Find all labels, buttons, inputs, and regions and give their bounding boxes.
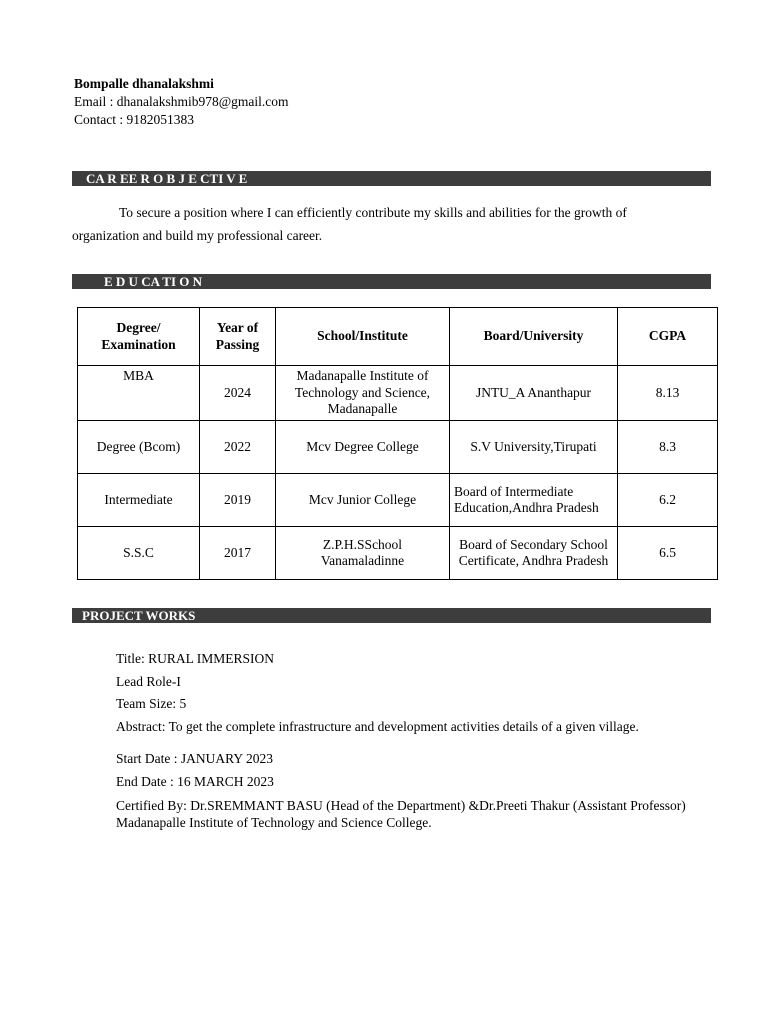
- spacer: [116, 738, 696, 748]
- project-role: Lead Role-I: [116, 673, 181, 689]
- project-abstract: Abstract: To get the complete infrastructure and development activities details of a given village.: [116, 718, 639, 734]
- table-row: [78, 421, 718, 474]
- cell-year: 2022: [200, 421, 276, 474]
- contact-line: Contact : 9182051383: [74, 112, 194, 127]
- cell-school: Z.P.H.SSchool Vanamaladinne: [276, 527, 450, 580]
- career-objective-heading: CA R EE R O B J E CTI V E: [72, 171, 711, 186]
- column-header-cgpa: CGPA: [618, 308, 718, 366]
- project-end-date: End Date : 16 MARCH 2023: [116, 773, 274, 789]
- cell-school: Madanapalle Institute of Technology and Science, Madanapalle: [276, 366, 450, 421]
- table-row: [78, 366, 718, 421]
- resume-header: [74, 75, 289, 129]
- cell-school: Mcv Degree College: [276, 421, 450, 474]
- cell-board: S.V University,Tirupati: [450, 421, 618, 474]
- cell-year: 2019: [200, 474, 276, 527]
- cell-board: JNTU_A Ananthapur: [450, 366, 618, 421]
- project-certified-by: Certified By: Dr.SREMMANT BASU (Head of the Department) &Dr.Preeti Thakur (Assistant Professor) Madanapalle Institute of Technology and Science College.: [116, 798, 686, 830]
- education-table: [77, 307, 718, 580]
- cell-cgpa: 8.13: [618, 366, 718, 421]
- table-row: [78, 527, 718, 580]
- project-team-size: Team Size: 5: [116, 696, 187, 711]
- column-header-year: Year of Passing: [200, 308, 276, 366]
- cell-cgpa: 6.5: [618, 527, 718, 580]
- education-heading: E D U CA TI O N: [72, 274, 711, 289]
- cell-degree: MBA: [78, 366, 200, 421]
- cell-board: Board of Intermediate Education,Andhra Pradesh: [450, 474, 618, 527]
- project-works-heading: PROJECT WORKS: [72, 608, 711, 623]
- cell-cgpa: 8.3: [618, 421, 718, 474]
- cell-board: Board of Secondary School Certificate, Andhra Pradesh: [450, 527, 618, 580]
- project-title: Title: RURAL IMMERSION: [116, 651, 275, 666]
- cell-degree: Intermediate: [78, 474, 200, 527]
- project-start-date: Start Date : JANUARY 2023: [116, 751, 273, 766]
- candidate-name: Bompalle dhanalakshmi: [74, 76, 214, 91]
- cell-degree: Degree (Bcom): [78, 421, 200, 474]
- table-row: [78, 474, 718, 527]
- cell-year: 2017: [200, 527, 276, 580]
- column-header-board: Board/University: [450, 308, 618, 366]
- cell-year: 2024: [200, 366, 276, 421]
- column-header-degree: Degree/ Examination: [78, 308, 200, 366]
- cell-degree: S.S.C: [78, 527, 200, 580]
- objective-body: To secure a position where I can efficiently contribute my skills and abilities for the growth of organization and build my professional career.: [72, 205, 627, 243]
- career-objective-text: [72, 201, 672, 247]
- table-header-row: [78, 308, 718, 366]
- email-line: Email : dhanalakshmib978@gmail.com: [74, 94, 289, 109]
- column-header-school: School/Institute: [276, 308, 450, 366]
- cell-cgpa: 6.2: [618, 474, 718, 527]
- cell-school: Mcv Junior College: [276, 474, 450, 527]
- project-details: [116, 648, 696, 831]
